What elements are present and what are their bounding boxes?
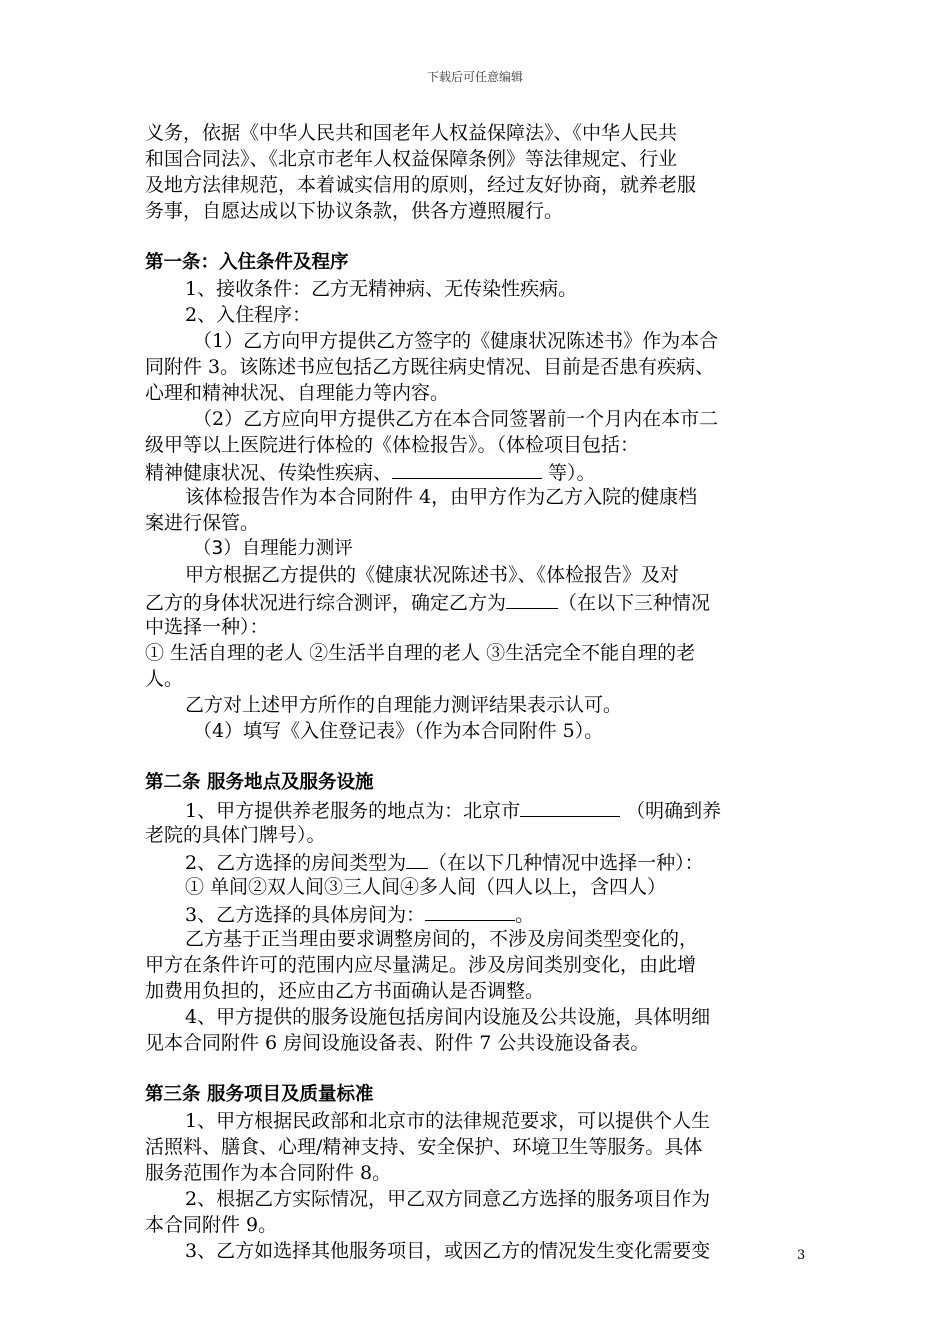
page-number: 3	[797, 1248, 806, 1263]
paragraph-line: 1、甲方根据民政部和北京市的法律规范要求，可以提供个人生	[185, 1110, 711, 1132]
text-segment: 。	[515, 904, 535, 926]
paragraph-line: 甲方根据乙方提供的《健康状况陈述书》、《体检报告》及对	[185, 564, 680, 586]
paragraph-line: （1）乙方向甲方提供乙方签字的《健康状况陈述书》作为本合	[193, 330, 719, 352]
article-2-title: 第二条 服务地点及服务设施	[145, 772, 374, 793]
text-segment: 3、乙方选择的具体房间为：	[185, 904, 426, 926]
paragraph-line: ① 单间②双人间③三人间④多人间（四人以上，含四人）	[185, 876, 667, 898]
text-segment: 等）。	[542, 462, 596, 484]
paragraph-line: 4、甲方提供的服务设施包括房间内设施及公共设施，具体明细	[185, 1006, 711, 1028]
page-header: 下载后可任意编辑	[426, 70, 523, 84]
subsection-title: （3）自理能力测评	[193, 538, 353, 559]
text-segment: 精神健康状况、传染性疾病、	[145, 462, 393, 484]
paragraph-line: （2）乙方应向甲方提供乙方在本合同签署前一个月内在本市二	[193, 408, 719, 430]
paragraph-line: 级甲等以上医院进行体检的《体检报告》。（体检项目包括：	[145, 434, 640, 456]
blank-field	[406, 848, 428, 869]
paragraph-line: 乙方基于正当理由要求调整房间的，不涉及房间类型变化的，	[185, 928, 699, 950]
paragraph-line	[145, 848, 810, 874]
intro-line: 和国合同法》、《北京市老年人权益保障条例》等法律规定、行业	[145, 148, 678, 170]
paragraph-line: 该体检报告作为本合同附件 4，由甲方作为乙方入院的健康档	[185, 486, 698, 508]
blank-field	[520, 796, 620, 817]
paragraph-line: 活照料、膳食、心理/精神支持、安全保护、环境卫生等服务。具体	[145, 1136, 703, 1158]
text-segment: （在以下几种情况中选择一种）：	[428, 852, 704, 874]
paragraph-line: 乙方对上述甲方所作的自理能力测评结果表示认可。	[185, 694, 623, 716]
text-segment: 乙方的身体状况进行综合测评，确定乙方为	[145, 592, 507, 614]
blank-field	[425, 900, 515, 921]
intro-line: 义务，依据《中华人民共和国老年人权益保障法》、《中华人民共	[145, 122, 678, 144]
paragraph-line: 甲方在条件许可的范围内应尽量满足。涉及房间类别变化，由此增	[145, 954, 697, 976]
paragraph-line: 中选择一种）：	[145, 616, 269, 638]
text-segment: 2、乙方选择的房间类型为	[185, 852, 407, 874]
paragraph-line: 心理和精神状况、自理能力等内容。	[145, 382, 450, 404]
intro-line: 务事，自愿达成以下协议条款，供各方遵照履行。	[145, 200, 564, 222]
article-1-item-1: 1、接收条件：乙方无精神病、无传染性疾病。	[185, 278, 578, 300]
paragraph-line: 3、乙方如选择其他服务项目，或因乙方的情况发生变化需要变	[185, 1240, 711, 1262]
paragraph-line: 加费用负担的，还应由乙方书面确认是否调整。	[145, 980, 545, 1002]
paragraph-line: ① 生活自理的老人 ②生活半自理的老人 ③生活完全不能自理的老	[145, 642, 696, 664]
article-1-item-2: 2、入住程序：	[185, 304, 312, 326]
text-segment: 1、甲方提供养老服务的地点为：北京市	[185, 800, 521, 822]
paragraph-line: 案进行保管。	[145, 512, 260, 534]
paragraph-line	[145, 588, 810, 614]
blank-field	[506, 588, 558, 609]
article-3-title: 第三条 服务项目及质量标准	[145, 1084, 374, 1105]
paragraph-line: 服务范围作为本合同附件 8。	[145, 1162, 392, 1184]
paragraph-line: （4）填写《入住登记表》（作为本合同附件 5）。	[193, 720, 604, 742]
text-segment: （明确到养	[620, 800, 722, 822]
paragraph-line: 本合同附件 9。	[145, 1214, 278, 1236]
intro-line: 及地方法律规范，本着诚实信用的原则，经过友好协商，就养老服	[145, 174, 697, 196]
paragraph-line	[145, 796, 810, 822]
paragraph-line: 同附件 3。该陈述书应包括乙方既往病史情况、目前是否患有疾病、	[145, 356, 715, 378]
paragraph-line: 老院的具体门牌号）。	[145, 824, 326, 846]
document-body	[145, 120, 810, 1264]
paragraph-line	[145, 458, 810, 484]
paragraph-line: 见本合同附件 6 房间设施设备表、附件 7 公共设施设备表。	[145, 1032, 650, 1054]
text-segment: （在以下三种情况	[558, 592, 711, 614]
blank-field	[392, 458, 542, 479]
paragraph-line: 2、根据乙方实际情况，甲乙双方同意乙方选择的服务项目作为	[185, 1188, 711, 1210]
article-1-title: 第一条：入住条件及程序	[145, 252, 349, 273]
paragraph-line	[145, 900, 810, 926]
paragraph-line: 人。	[145, 668, 184, 690]
